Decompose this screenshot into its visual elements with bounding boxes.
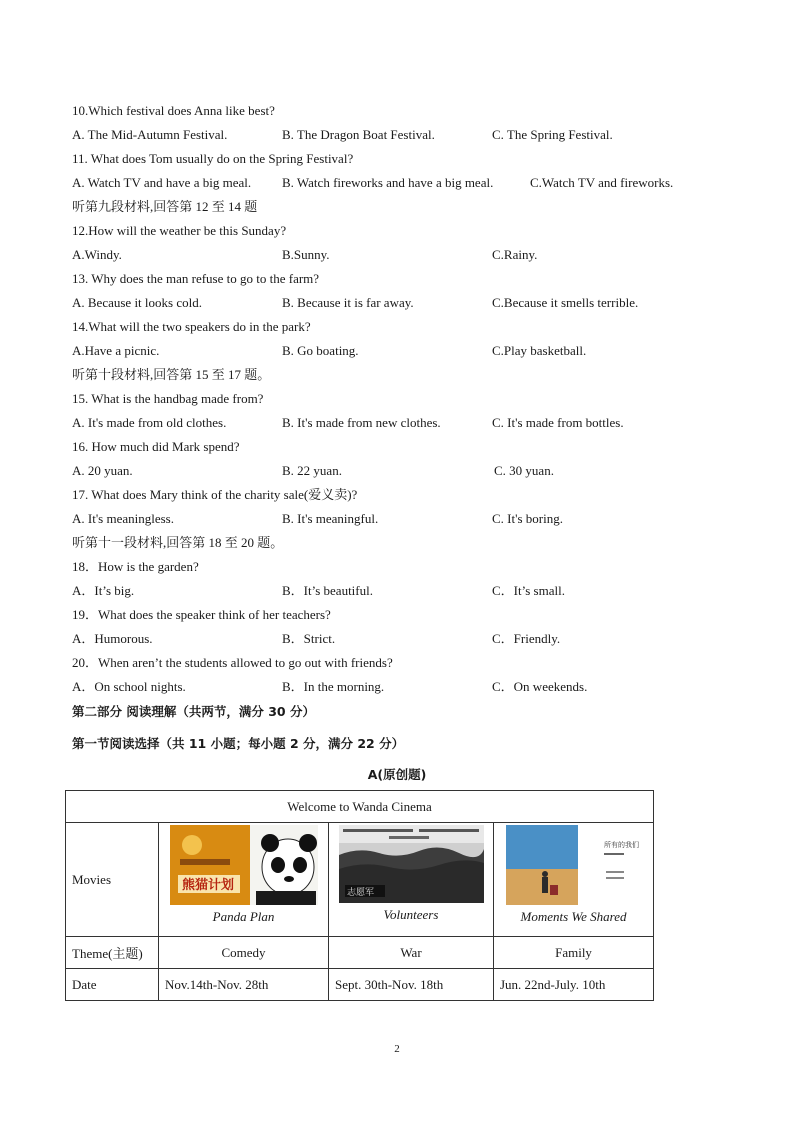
option-c: C.Because it smells terrible. (492, 295, 639, 310)
option-c: C. The Spring Festival. (492, 127, 613, 142)
option-a: A．Humorous. (72, 631, 153, 646)
question-stem: 17. What does Mary think of the charity sale(爱义卖)? (72, 487, 358, 502)
table-title: Welcome to Wanda Cinema (66, 791, 654, 823)
option-a: A．On school nights. (72, 679, 186, 694)
question-stem: 16. How much did Mark spend? (72, 439, 240, 454)
option-c: C．On weekends. (492, 679, 588, 694)
option-a: A.Windy. (72, 247, 122, 262)
option-b: B.Sunny. (282, 247, 330, 262)
question-stem: 11. What does Tom usually do on the Spring Festival? (72, 151, 354, 166)
movie-date: Sept. 30th-Nov. 18th (329, 969, 494, 1001)
movie-name: Panda Plan (212, 909, 275, 924)
volunteers-poster (339, 825, 484, 903)
cinema-table (65, 790, 654, 1001)
page-number: 2 (394, 1043, 400, 1055)
question-stem: 14.What will the two speakers do in the park? (72, 319, 311, 334)
option-a: A. Because it looks cold. (72, 295, 202, 310)
movie-theme: War (329, 937, 494, 969)
option-c: C.Rainy. (492, 247, 538, 262)
movie-cell (329, 823, 494, 937)
movie-name: Volunteers (383, 907, 439, 922)
option-c: C．It’s small. (492, 583, 565, 598)
option-c: C．Friendly. (492, 631, 561, 646)
poster-title-text: 所有的我们 (604, 841, 640, 849)
option-c: C.Watch TV and fireworks. (530, 175, 674, 190)
question-stem: 19．What does the speaker think of her teachers? (72, 607, 331, 622)
option-b: B．It’s beautiful. (282, 583, 373, 598)
movie-cell (159, 823, 329, 937)
option-b: B. Because it is far away. (282, 295, 414, 310)
option-b: B. It's meaningful. (282, 511, 379, 526)
option-b: B. 22 yuan. (282, 463, 342, 478)
option-a: A. It's made from old clothes. (72, 415, 227, 430)
poster-title-text: 志愿军 (346, 888, 374, 898)
option-c: C. It's made from bottles. (492, 415, 624, 430)
section-instruction: 听第十段材料,回答第 15 至 17 题。 (72, 367, 271, 382)
part-heading: 第二部分 阅读理解（共两节，满分 30 分） (72, 704, 315, 719)
theme-label: Theme(主题) (66, 937, 159, 969)
movie-cell (494, 823, 654, 937)
option-c: C. It's boring. (492, 511, 563, 526)
option-b: B. Watch fireworks and have a big meal. (282, 175, 494, 190)
question-stem: 12.How will the weather be this Sunday? (72, 223, 287, 238)
section-heading: 第一节阅读选择（共 11 小题；每小题 2 分，满分 22 分） (72, 736, 405, 751)
movie-date: Nov.14th-Nov. 28th (159, 969, 329, 1001)
option-a: A. The Mid-Autumn Festival. (72, 127, 228, 142)
section-instruction: 听第十一段材料,回答第 18 至 20 题。 (72, 535, 284, 550)
movie-name: Moments We Shared (520, 909, 627, 924)
question-stem: 15. What is the handbag made from? (72, 391, 264, 406)
section-instruction: 听第九段材料,回答第 12 至 14 题 (72, 199, 258, 214)
option-c: C. 30 yuan. (494, 463, 554, 478)
option-b: B．Strict. (282, 631, 336, 646)
movie-theme: Family (494, 937, 654, 969)
option-a: A.Have a picnic. (72, 343, 160, 358)
movies-label: Movies (66, 823, 159, 937)
passage-title: A(原创题) (367, 767, 427, 782)
option-b: B. Go boating. (282, 343, 359, 358)
panda-plan-poster (170, 825, 318, 905)
option-a: A. Watch TV and have a big meal. (72, 175, 252, 190)
movie-date: Jun. 22nd-July. 10th (494, 969, 654, 1001)
question-stem: 10.Which festival does Anna like best? (72, 103, 275, 118)
option-a: A．It’s big. (72, 583, 135, 598)
question-stem: 18．How is the garden? (72, 559, 199, 574)
option-b: B. It's made from new clothes. (282, 415, 441, 430)
question-stem: 13. Why does the man refuse to go to the farm? (72, 271, 320, 286)
movie-theme: Comedy (159, 937, 329, 969)
option-b: B. The Dragon Boat Festival. (282, 127, 435, 142)
option-c: C.Play basketball. (492, 343, 587, 358)
date-label: Date (66, 969, 159, 1001)
option-b: B．In the morning. (282, 679, 385, 694)
moments-we-shared-poster (506, 825, 641, 905)
option-a: A. 20 yuan. (72, 463, 133, 478)
poster-title-text: 熊猫计划 (181, 878, 234, 893)
question-stem: 20．When aren’t the students allowed to go out with friends? (72, 655, 393, 670)
option-a: A. It's meaningless. (72, 511, 174, 526)
